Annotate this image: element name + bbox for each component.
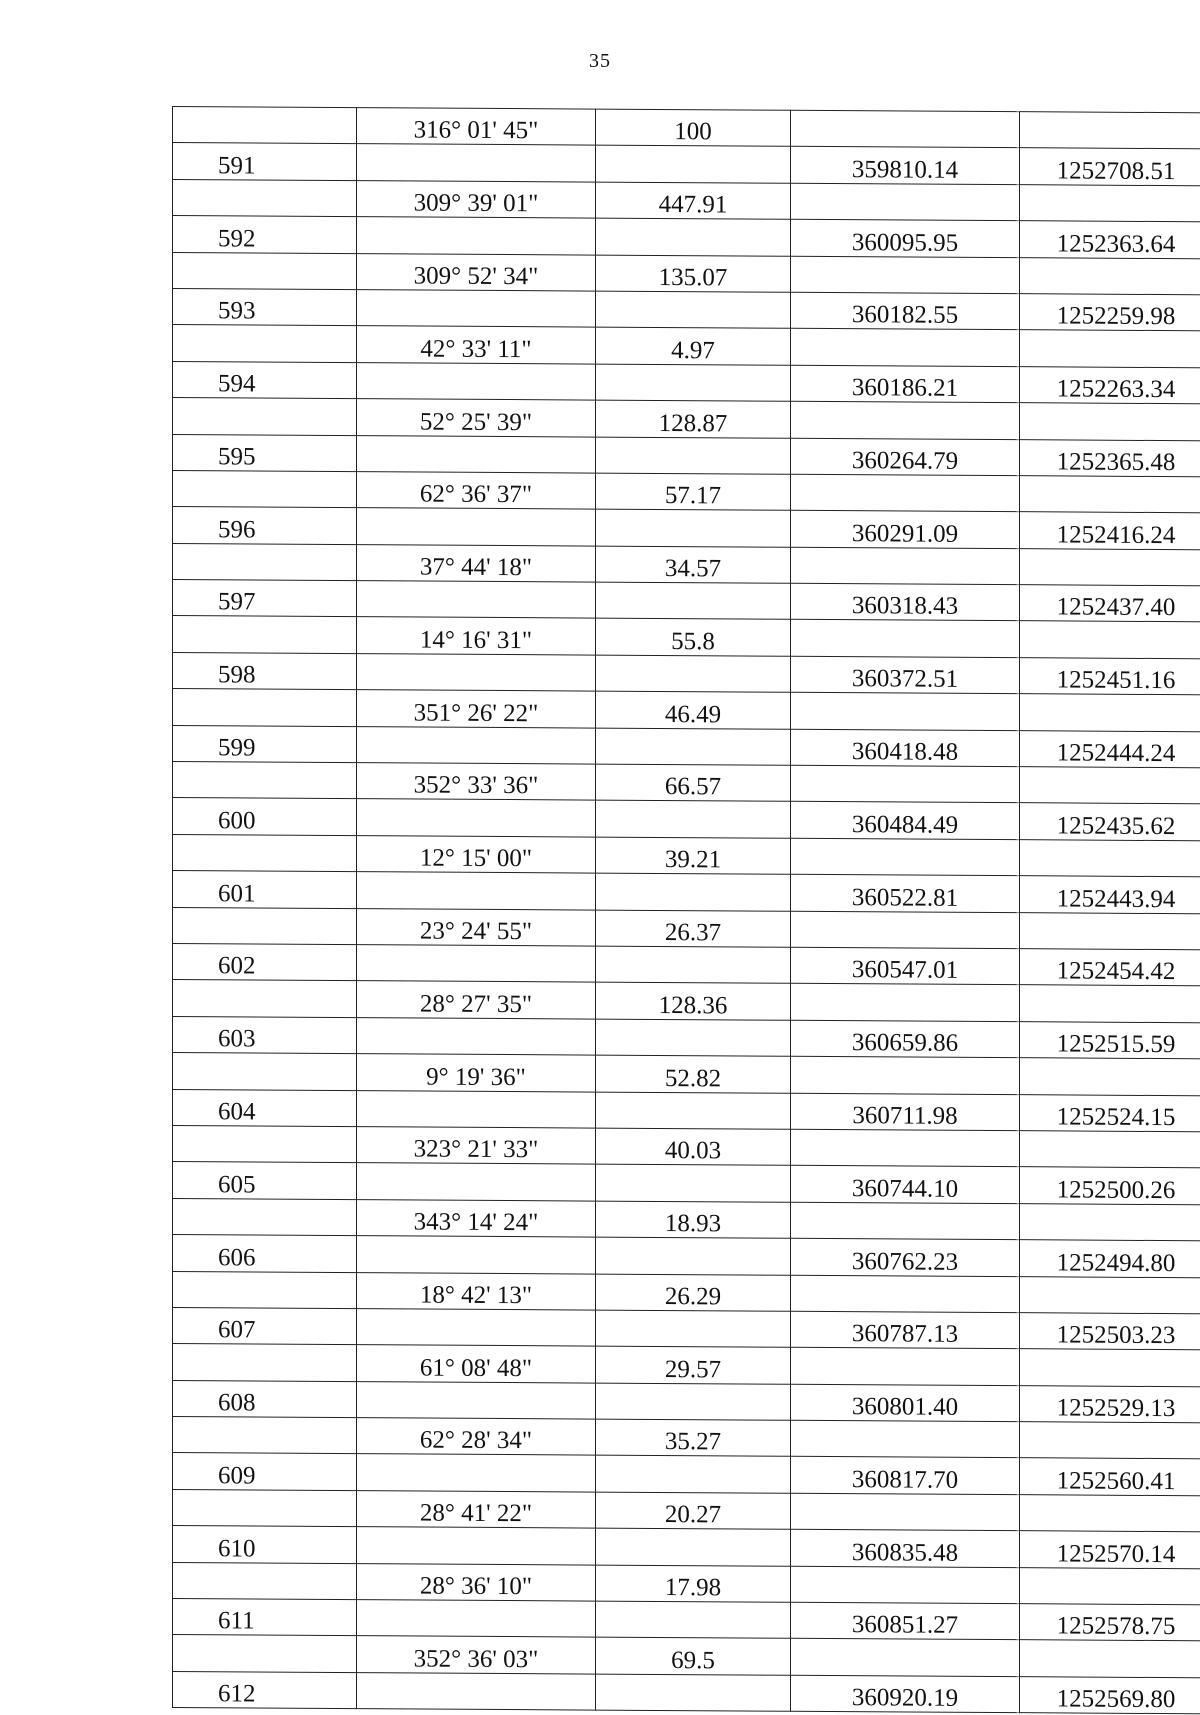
x-coordinate-cell: 1252708.51 xyxy=(1020,148,1200,186)
y-coordinate-cell: 360291.09 xyxy=(791,511,1020,549)
bearing-cell xyxy=(357,726,596,764)
bearing-cell xyxy=(357,217,596,255)
point-row xyxy=(173,1016,1200,1059)
point-id-cell xyxy=(173,1271,357,1309)
x-coordinate-cell: 1252444.24 xyxy=(1020,730,1200,768)
point-id-cell: 602 xyxy=(173,943,357,981)
point-id-cell xyxy=(173,398,357,436)
leg-row xyxy=(173,325,1200,368)
y-coordinate-cell: 360659.86 xyxy=(791,1020,1020,1058)
distance-cell xyxy=(596,1528,791,1566)
leg-row xyxy=(173,1125,1200,1168)
y-coordinate-cell: 359810.14 xyxy=(791,147,1020,185)
point-id-cell: 603 xyxy=(173,1016,357,1054)
y-coordinate-cell xyxy=(791,1420,1020,1458)
leg-row xyxy=(173,1053,1200,1096)
point-id-cell: 592 xyxy=(173,216,357,254)
x-coordinate-cell: 1252560.41 xyxy=(1020,1458,1200,1496)
distance-cell xyxy=(596,1237,791,1275)
y-coordinate-cell: 360920.19 xyxy=(791,1675,1020,1713)
distance-cell xyxy=(596,1092,791,1130)
leg-row xyxy=(173,398,1200,441)
point-row xyxy=(173,652,1200,695)
leg-row xyxy=(173,762,1200,805)
distance-cell xyxy=(596,582,791,620)
point-id-cell: 600 xyxy=(173,798,357,836)
bearing-cell xyxy=(357,144,596,182)
x-coordinate-cell: 1252263.34 xyxy=(1020,366,1200,404)
point-id-cell xyxy=(173,616,357,654)
y-coordinate-cell xyxy=(791,838,1020,876)
survey-coordinates-table xyxy=(172,106,1200,1715)
bearing-cell: 309° 52' 34" xyxy=(357,253,596,291)
y-coordinate-cell xyxy=(791,765,1020,803)
distance-cell xyxy=(596,509,791,547)
bearing-cell: 52° 25' 39" xyxy=(357,399,596,437)
point-id-cell xyxy=(173,543,357,581)
leg-row xyxy=(173,1562,1200,1605)
x-coordinate-cell: 1252451.16 xyxy=(1020,658,1200,696)
x-coordinate-cell xyxy=(1020,621,1200,659)
point-id-cell: 609 xyxy=(173,1453,357,1491)
point-id-cell xyxy=(173,252,357,290)
distance-cell: 26.37 xyxy=(596,910,791,948)
bearing-cell: 309° 39' 01" xyxy=(357,180,596,218)
x-coordinate-cell: 1252503.23 xyxy=(1020,1313,1200,1351)
point-id-cell xyxy=(173,179,357,217)
point-id-cell: 597 xyxy=(173,580,357,618)
distance-cell xyxy=(596,364,791,402)
point-id-cell: 608 xyxy=(173,1380,357,1418)
x-coordinate-cell xyxy=(1020,1495,1200,1533)
bearing-cell xyxy=(357,435,596,473)
y-coordinate-cell xyxy=(791,1639,1020,1677)
bearing-cell xyxy=(357,653,596,691)
point-id-cell: 595 xyxy=(173,434,357,472)
leg-row xyxy=(173,1489,1200,1532)
point-row xyxy=(173,434,1200,477)
x-coordinate-cell: 1252416.24 xyxy=(1020,512,1200,550)
point-row xyxy=(173,871,1200,914)
x-coordinate-cell xyxy=(1020,476,1200,514)
x-coordinate-cell: 1252365.48 xyxy=(1020,439,1200,477)
y-coordinate-cell xyxy=(791,474,1020,512)
point-id-cell xyxy=(173,1417,357,1455)
leg-row xyxy=(173,616,1200,659)
x-coordinate-cell xyxy=(1020,1203,1200,1241)
distance-cell xyxy=(596,1019,791,1057)
point-id-cell xyxy=(173,1125,357,1163)
bearing-cell: 12° 15' 00" xyxy=(357,835,596,873)
distance-cell: 135.07 xyxy=(596,255,791,293)
distance-cell xyxy=(596,946,791,984)
point-id-cell: 604 xyxy=(173,1089,357,1127)
leg-row xyxy=(173,470,1200,513)
y-coordinate-cell xyxy=(791,1202,1020,1240)
distance-cell: 447.91 xyxy=(596,182,791,220)
y-coordinate-cell: 360318.43 xyxy=(791,583,1020,621)
point-id-cell xyxy=(173,1198,357,1236)
table-body xyxy=(173,107,1200,1715)
y-coordinate-cell xyxy=(791,1275,1020,1313)
x-coordinate-cell xyxy=(1020,257,1200,295)
y-coordinate-cell xyxy=(791,256,1020,294)
point-row xyxy=(173,361,1200,404)
x-coordinate-cell: 1252578.75 xyxy=(1020,1604,1200,1642)
distance-cell: 46.49 xyxy=(596,691,791,729)
x-coordinate-cell: 1252435.62 xyxy=(1020,803,1200,841)
x-coordinate-cell: 1252437.40 xyxy=(1020,585,1200,623)
x-coordinate-cell: 1252570.14 xyxy=(1020,1531,1200,1569)
y-coordinate-cell: 360418.48 xyxy=(791,729,1020,767)
point-id-cell xyxy=(173,1053,357,1091)
y-coordinate-cell: 360264.79 xyxy=(791,438,1020,476)
point-row xyxy=(173,216,1200,259)
point-id-cell: 593 xyxy=(173,288,357,326)
point-row xyxy=(173,1235,1200,1278)
bearing-cell xyxy=(357,581,596,619)
point-id-cell: 596 xyxy=(173,507,357,545)
bearing-cell: 18° 42' 13" xyxy=(357,1272,596,1310)
distance-cell: 17.98 xyxy=(596,1565,791,1603)
distance-cell: 52.82 xyxy=(596,1055,791,1093)
distance-cell: 128.87 xyxy=(596,400,791,438)
distance-cell xyxy=(596,1310,791,1348)
distance-cell: 39.21 xyxy=(596,837,791,875)
x-coordinate-cell: 1252494.80 xyxy=(1020,1240,1200,1278)
distance-cell: 26.29 xyxy=(596,1274,791,1312)
distance-cell: 18.93 xyxy=(596,1201,791,1239)
leg-row xyxy=(173,1417,1200,1460)
leg-row xyxy=(173,689,1200,732)
y-coordinate-cell xyxy=(791,1056,1020,1094)
point-id-cell: 598 xyxy=(173,652,357,690)
point-id-cell xyxy=(173,325,357,363)
point-id-cell xyxy=(173,980,357,1018)
y-coordinate-cell xyxy=(791,984,1020,1022)
distance-cell: 34.57 xyxy=(596,546,791,584)
bearing-cell: 9° 19' 36" xyxy=(357,1054,596,1092)
distance-cell xyxy=(596,218,791,256)
point-id-cell xyxy=(173,1562,357,1600)
point-row xyxy=(173,1162,1200,1205)
bearing-cell xyxy=(357,1672,596,1710)
x-coordinate-cell xyxy=(1020,1567,1200,1605)
y-coordinate-cell: 360744.10 xyxy=(791,1166,1020,1204)
distance-cell xyxy=(596,437,791,475)
bearing-cell xyxy=(357,1017,596,1055)
x-coordinate-cell: 1252524.15 xyxy=(1020,1094,1200,1132)
point-row xyxy=(173,288,1200,331)
point-id-cell xyxy=(173,470,357,508)
leg-row xyxy=(173,107,1200,150)
distance-cell xyxy=(596,873,791,911)
y-coordinate-cell: 360711.98 xyxy=(791,1093,1020,1131)
point-id-cell: 601 xyxy=(173,871,357,909)
leg-row xyxy=(173,980,1200,1023)
distance-cell xyxy=(596,1456,791,1494)
point-id-cell: 599 xyxy=(173,725,357,763)
point-row xyxy=(173,1453,1200,1496)
bearing-cell: 14° 16' 31" xyxy=(357,617,596,655)
distance-cell xyxy=(596,1601,791,1639)
bearing-cell xyxy=(357,799,596,837)
bearing-cell: 37° 44' 18" xyxy=(357,544,596,582)
x-coordinate-cell xyxy=(1020,912,1200,950)
x-coordinate-cell xyxy=(1020,694,1200,732)
x-coordinate-cell xyxy=(1020,548,1200,586)
y-coordinate-cell: 360372.51 xyxy=(791,656,1020,694)
x-coordinate-cell xyxy=(1020,330,1200,368)
x-coordinate-cell xyxy=(1020,184,1200,222)
point-id-cell: 612 xyxy=(173,1671,357,1709)
point-id-cell: 607 xyxy=(173,1307,357,1345)
point-id-cell: 606 xyxy=(173,1235,357,1273)
bearing-cell: 343° 14' 24" xyxy=(357,1199,596,1237)
x-coordinate-cell xyxy=(1020,767,1200,805)
leg-row xyxy=(173,1344,1200,1387)
point-id-cell xyxy=(173,1635,357,1673)
y-coordinate-cell xyxy=(791,401,1020,439)
x-coordinate-cell xyxy=(1020,1422,1200,1460)
y-coordinate-cell: 360182.55 xyxy=(791,292,1020,330)
bearing-cell: 316° 01' 45" xyxy=(357,108,596,146)
x-coordinate-cell: 1252259.98 xyxy=(1020,294,1200,332)
y-coordinate-cell xyxy=(791,620,1020,658)
x-coordinate-cell: 1252443.94 xyxy=(1020,876,1200,914)
distance-cell xyxy=(596,1674,791,1712)
bearing-cell xyxy=(357,1600,596,1638)
point-id-cell: 591 xyxy=(173,143,357,181)
y-coordinate-cell: 360787.13 xyxy=(791,1311,1020,1349)
y-coordinate-cell xyxy=(791,183,1020,221)
leg-row xyxy=(173,1271,1200,1314)
bearing-cell xyxy=(357,1090,596,1128)
x-coordinate-cell: 1252500.26 xyxy=(1020,1167,1200,1205)
bearing-cell xyxy=(357,872,596,910)
distance-cell: 29.57 xyxy=(596,1346,791,1384)
y-coordinate-cell xyxy=(791,1348,1020,1386)
y-coordinate-cell: 360801.40 xyxy=(791,1384,1020,1422)
distance-cell xyxy=(596,1164,791,1202)
y-coordinate-cell: 360484.49 xyxy=(791,802,1020,840)
bearing-cell: 23° 24' 55" xyxy=(357,908,596,946)
distance-cell xyxy=(596,801,791,839)
distance-cell: 20.27 xyxy=(596,1492,791,1530)
point-row xyxy=(173,1526,1200,1569)
point-row xyxy=(173,143,1200,186)
distance-cell: 4.97 xyxy=(596,327,791,365)
x-coordinate-cell: 1252529.13 xyxy=(1020,1385,1200,1423)
distance-cell xyxy=(596,291,791,329)
point-id-cell: 594 xyxy=(173,361,357,399)
bearing-cell xyxy=(357,290,596,328)
leg-row xyxy=(173,907,1200,950)
x-coordinate-cell: 1252363.64 xyxy=(1020,221,1200,259)
bearing-cell xyxy=(357,508,596,546)
y-coordinate-cell xyxy=(791,547,1020,585)
leg-row xyxy=(173,252,1200,295)
y-coordinate-cell: 360095.95 xyxy=(791,219,1020,257)
x-coordinate-cell xyxy=(1020,403,1200,441)
point-id-cell xyxy=(173,834,357,872)
y-coordinate-cell xyxy=(791,329,1020,367)
bearing-cell: 42° 33' 11" xyxy=(357,326,596,364)
point-id-cell xyxy=(173,907,357,945)
x-coordinate-cell xyxy=(1020,1131,1200,1169)
distance-cell: 40.03 xyxy=(596,1128,791,1166)
point-row xyxy=(173,580,1200,623)
y-coordinate-cell: 360851.27 xyxy=(791,1602,1020,1640)
distance-cell: 69.5 xyxy=(596,1637,791,1675)
point-id-cell: 605 xyxy=(173,1162,357,1200)
y-coordinate-cell xyxy=(791,110,1020,148)
x-coordinate-cell: 1252569.80 xyxy=(1020,1676,1200,1714)
y-coordinate-cell: 360547.01 xyxy=(791,947,1020,985)
distance-cell: 66.57 xyxy=(596,764,791,802)
point-row xyxy=(173,1380,1200,1423)
point-row xyxy=(173,1671,1200,1714)
point-row xyxy=(173,1307,1200,1350)
point-row xyxy=(173,798,1200,841)
x-coordinate-cell xyxy=(1020,1349,1200,1387)
bearing-cell: 28° 27' 35" xyxy=(357,981,596,1019)
bearing-cell xyxy=(357,1381,596,1419)
distance-cell xyxy=(596,728,791,766)
bearing-cell: 323° 21' 33" xyxy=(357,1127,596,1165)
leg-row xyxy=(173,543,1200,586)
point-row xyxy=(173,1599,1200,1642)
point-id-cell xyxy=(173,1489,357,1527)
bearing-cell xyxy=(357,1527,596,1565)
y-coordinate-cell xyxy=(791,693,1020,731)
distance-cell xyxy=(596,1383,791,1421)
y-coordinate-cell xyxy=(791,911,1020,949)
x-coordinate-cell xyxy=(1020,985,1200,1023)
x-coordinate-cell xyxy=(1020,1276,1200,1314)
distance-cell: 57.17 xyxy=(596,473,791,511)
distance-cell: 55.8 xyxy=(596,619,791,657)
distance-cell xyxy=(596,655,791,693)
y-coordinate-cell: 360817.70 xyxy=(791,1457,1020,1495)
y-coordinate-cell: 360835.48 xyxy=(791,1530,1020,1568)
point-id-cell xyxy=(173,689,357,727)
x-coordinate-cell xyxy=(1020,1640,1200,1678)
x-coordinate-cell: 1252515.59 xyxy=(1020,1021,1200,1059)
y-coordinate-cell: 360762.23 xyxy=(791,1238,1020,1276)
page-number: 35 xyxy=(0,50,1200,73)
y-coordinate-cell xyxy=(791,1493,1020,1531)
leg-row xyxy=(173,834,1200,877)
bearing-cell xyxy=(357,1309,596,1347)
bearing-cell: 351° 26' 22" xyxy=(357,690,596,728)
point-id-cell: 611 xyxy=(173,1599,357,1637)
distance-cell: 35.27 xyxy=(596,1419,791,1457)
bearing-cell xyxy=(357,1236,596,1274)
x-coordinate-cell: 1252454.42 xyxy=(1020,949,1200,987)
bearing-cell: 62° 28' 34" xyxy=(357,1418,596,1456)
y-coordinate-cell xyxy=(791,1566,1020,1604)
bearing-cell xyxy=(357,362,596,400)
leg-row xyxy=(173,1198,1200,1241)
y-coordinate-cell: 360522.81 xyxy=(791,874,1020,912)
point-id-cell xyxy=(173,1344,357,1382)
bearing-cell: 62° 36' 37" xyxy=(357,472,596,510)
point-id-cell xyxy=(173,762,357,800)
bearing-cell: 352° 33' 36" xyxy=(357,763,596,801)
bearing-cell: 28° 41' 22" xyxy=(357,1490,596,1528)
point-row xyxy=(173,1089,1200,1132)
x-coordinate-cell xyxy=(1020,839,1200,877)
point-id-cell xyxy=(173,107,357,145)
point-row xyxy=(173,507,1200,550)
bearing-cell: 28° 36' 10" xyxy=(357,1563,596,1601)
x-coordinate-cell xyxy=(1020,1058,1200,1096)
y-coordinate-cell: 360186.21 xyxy=(791,365,1020,403)
bearing-cell: 61° 08' 48" xyxy=(357,1345,596,1383)
bearing-cell xyxy=(357,945,596,983)
distance-cell: 100 xyxy=(596,109,791,147)
bearing-cell xyxy=(357,1163,596,1201)
distance-cell xyxy=(596,145,791,183)
point-id-cell: 610 xyxy=(173,1526,357,1564)
point-row xyxy=(173,943,1200,986)
point-row xyxy=(173,725,1200,768)
x-coordinate-cell xyxy=(1020,112,1200,150)
leg-row xyxy=(173,1635,1200,1678)
bearing-cell: 352° 36' 03" xyxy=(357,1636,596,1674)
y-coordinate-cell xyxy=(791,1129,1020,1167)
bearing-cell xyxy=(357,1454,596,1492)
leg-row xyxy=(173,179,1200,222)
distance-cell: 128.36 xyxy=(596,982,791,1020)
